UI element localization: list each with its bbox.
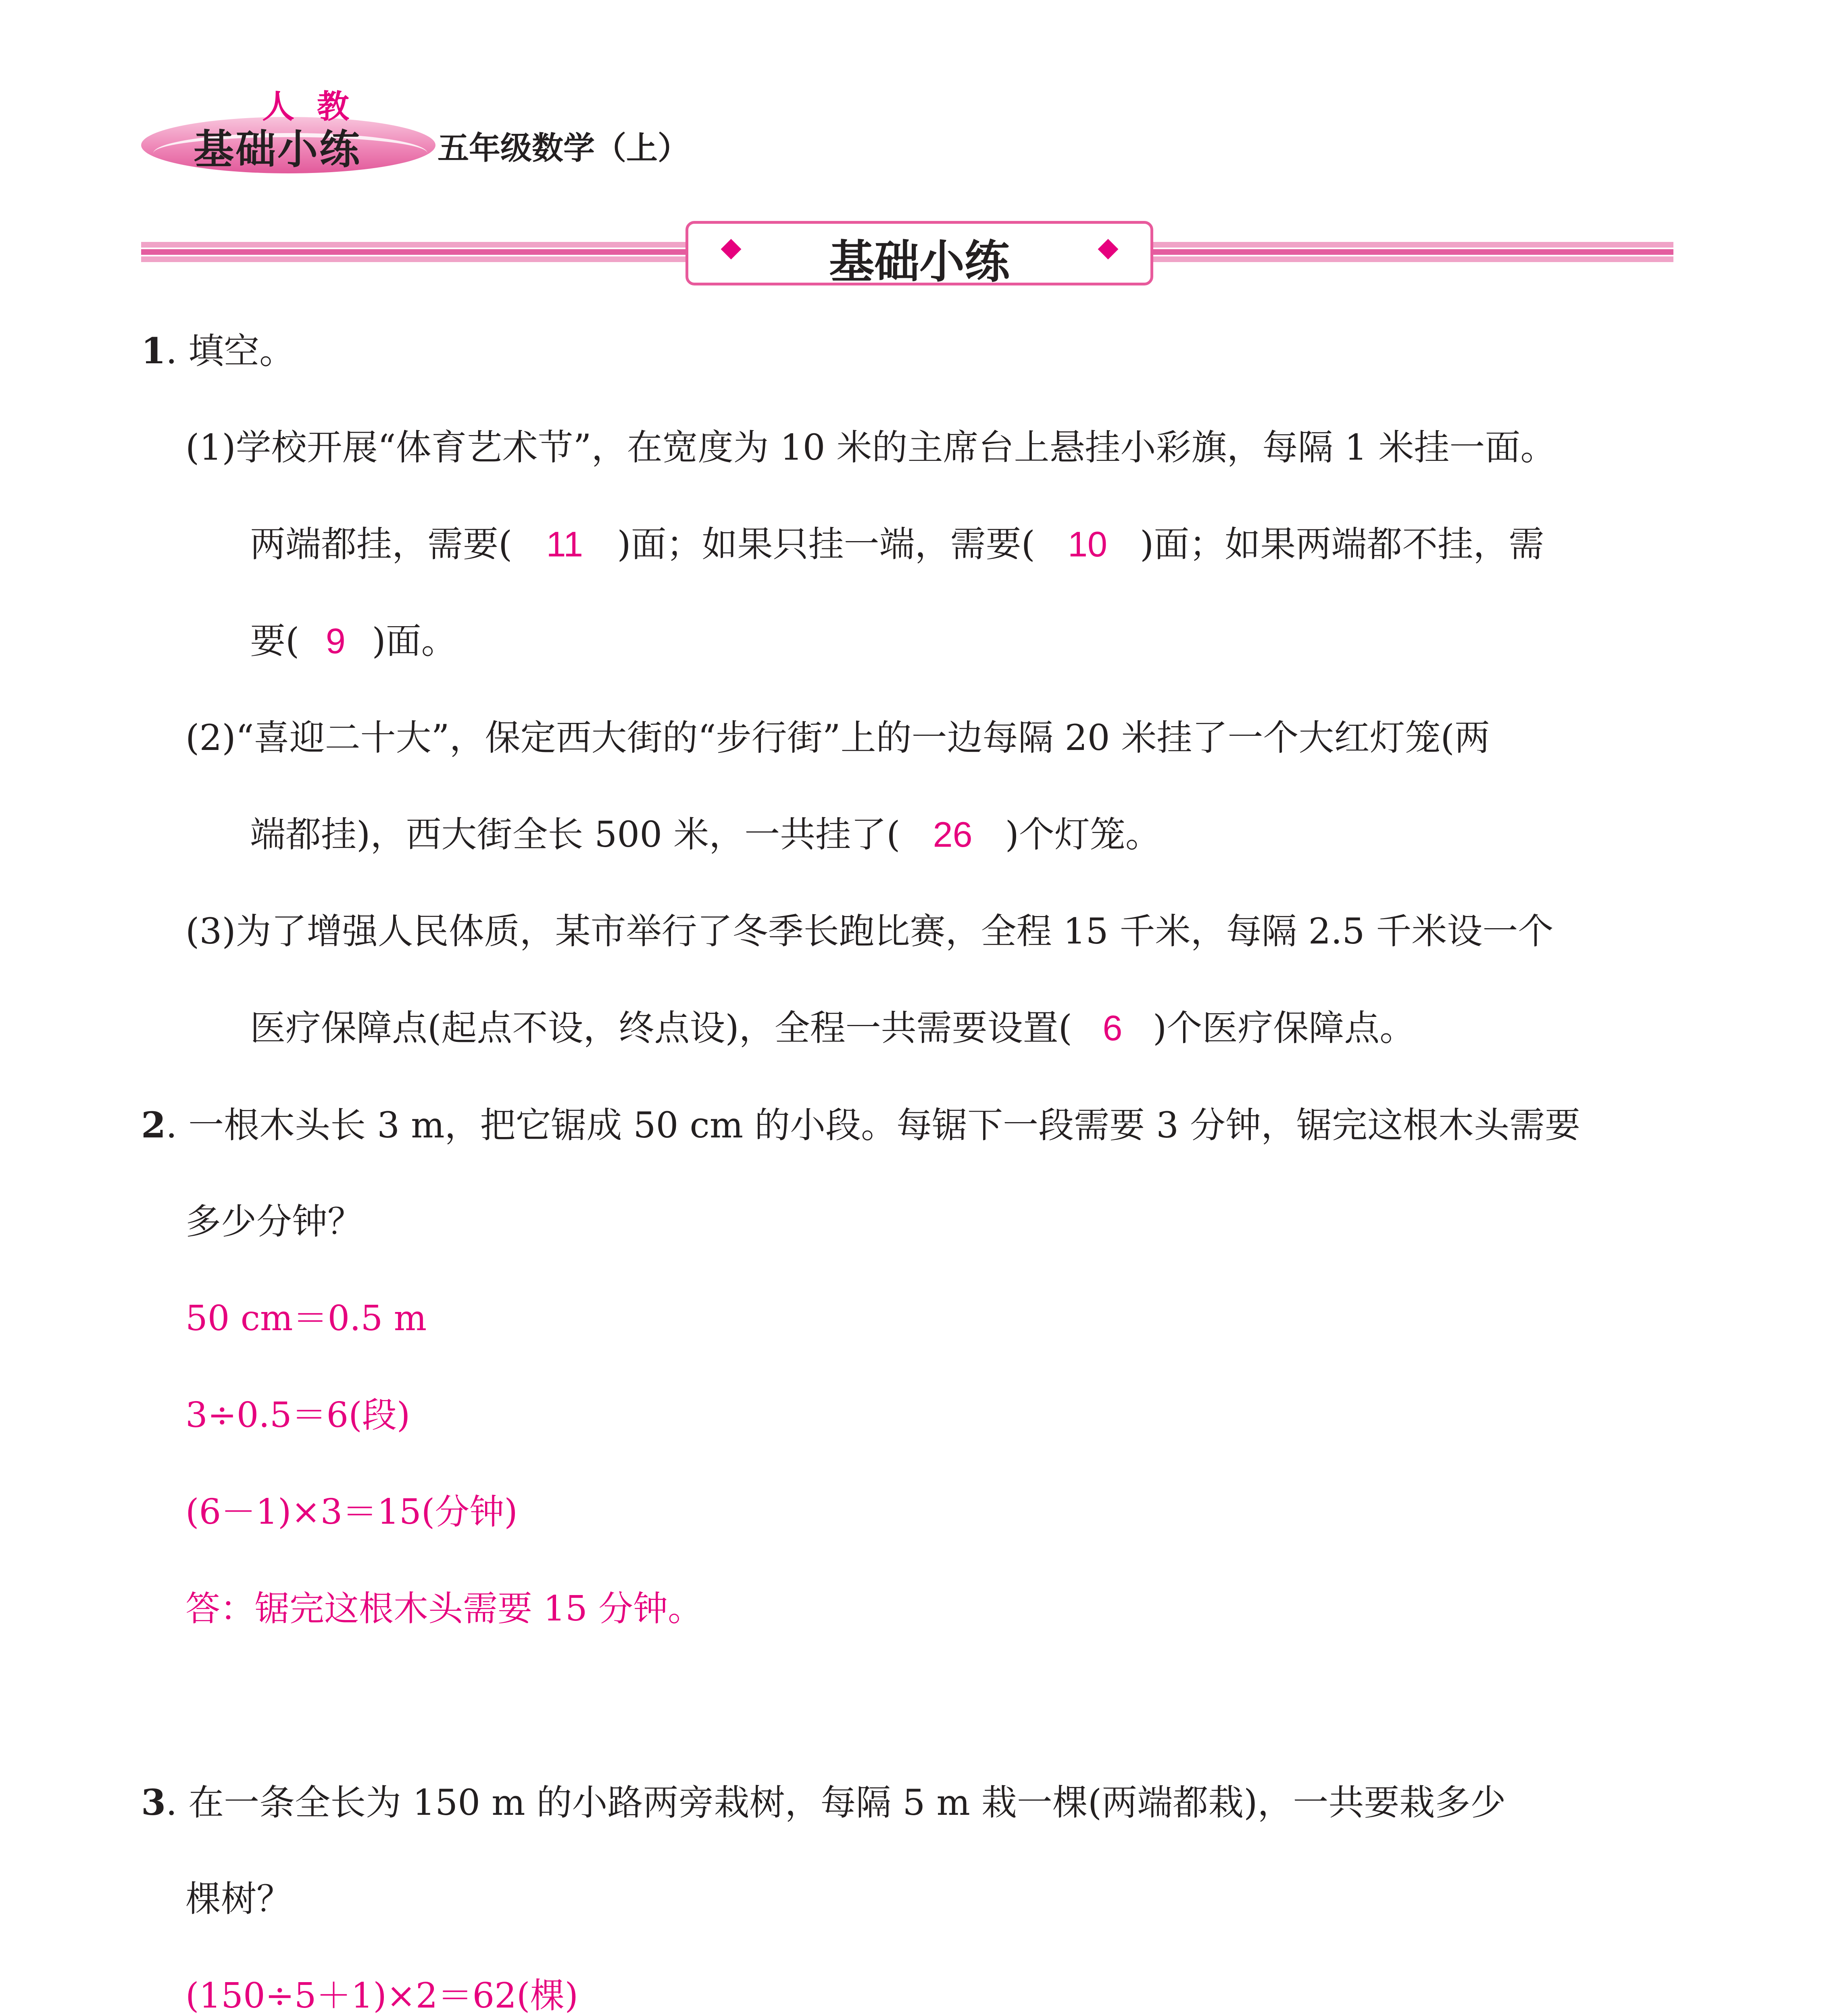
q3-text: . 在一条全长为 150 m 的小路两旁栽树，每隔 5 m 栽一棵(两端都栽)，一共要栽多少 [166, 1782, 1506, 1823]
q1-1-answer-2: 10 [1068, 524, 1107, 564]
q1-3-line1: (3)为了增强人民体质，某市举行了冬季长跑比赛，全程 15 千米，每隔 2.5 千米设一个 [185, 910, 1554, 952]
q2-answer-line: 50 cm＝0.5 m [185, 1298, 427, 1339]
q1-2-text-a: 端都挂)，西大街全长 500 米，一共挂了( [250, 814, 900, 855]
q1-1-text-d: 要( [250, 620, 300, 662]
q1-1-line2 [250, 520, 1544, 569]
q2-line1 [141, 1101, 1580, 1150]
q1-1-line3 [250, 617, 457, 665]
q1-1-text-a: 两端都挂，需要( [250, 523, 513, 565]
q2-answer-line: 3÷0.5＝6(段) [185, 1395, 410, 1435]
q2-text: . 一根木头长 3 m，把它锯成 50 cm 的小段。每锯下一段需要 3 分钟，锯完这根木头需要 [166, 1104, 1581, 1146]
q3-number: 3 [141, 1781, 166, 1823]
q3-answer-line: (150÷5＋1)×2＝62(棵) [185, 1976, 579, 2016]
q1-1-answer-3: 9 [325, 621, 346, 661]
q1-2-line1: (2)“喜迎二十大”，保定西大街的“步行街”上的一边每隔 20 米挂了一个大红灯笼(两 [185, 717, 1490, 758]
q1-1-text-c: )面；如果两端都不挂，需 [1140, 523, 1544, 565]
q2-line2: 多少分钟？ [185, 1201, 363, 1242]
section-title: 基础小练 [829, 236, 1010, 288]
q1-1-answer-1: 11 [546, 524, 583, 564]
q1-3-text-a: 医疗保障点(起点不设，终点设)，全程一共需要设置( [250, 1007, 1072, 1049]
q1-number: 1 [141, 330, 166, 372]
q1-3-answer-1: 6 [1102, 1008, 1123, 1048]
q1-2-text-b: )个灯笼。 [1005, 814, 1161, 855]
q3-line1 [141, 1778, 1506, 1827]
logo-title: 基础小练 [194, 126, 361, 173]
q1-1-text-b: )面；如果只挂一端，需要( [617, 523, 1036, 565]
grade-title: 五年级数学（上） [438, 130, 690, 167]
q3-line2: 棵树？ [185, 1878, 292, 1920]
logo-publisher: 人 教 [262, 88, 355, 125]
q1-1-line1: (1)学校开展“体育艺术节”，在宽度为 10 米的主席台上悬挂小彩旗，每隔 1 米挂一面。 [185, 427, 1556, 468]
q1-prompt-text: . 填空。 [166, 330, 295, 372]
q1-3-text-b: )个医疗保障点。 [1153, 1007, 1415, 1049]
q1-3-line2 [250, 1004, 1415, 1052]
q1-1-text-e: )面。 [372, 620, 457, 662]
q1-2-line2 [250, 810, 1161, 859]
q1-prompt [141, 327, 295, 375]
q2-answer-line: (6－1)×3＝15(分钟) [185, 1492, 518, 1532]
q2-answer-statement: 答：锯完这根木头需要 15 分钟。 [185, 1589, 703, 1629]
q1-2-answer-1: 26 [933, 814, 973, 854]
q2-number: 2 [141, 1104, 166, 1146]
